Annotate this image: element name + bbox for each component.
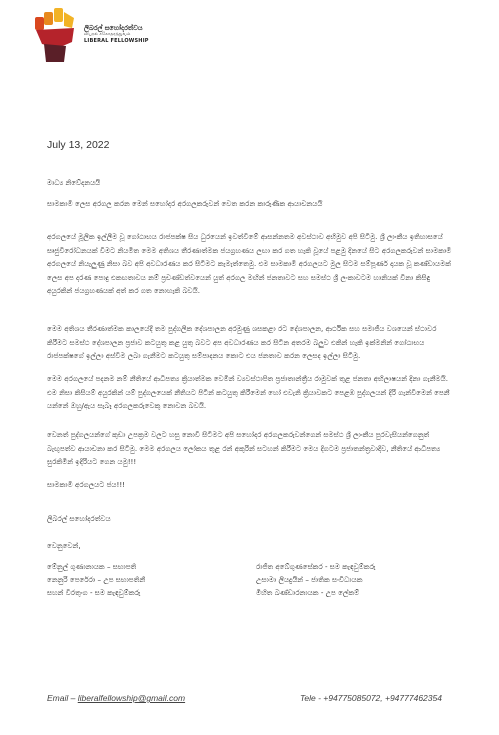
- signatories-right-column: [256, 560, 461, 599]
- signatory: මිහිත බණ්ඩාරනායක - උප ලේකම්: [256, 588, 360, 597]
- signatories-left-column: [47, 560, 247, 599]
- subject-line: සාමකාමී ලෙස අරගල කරන මෙන් සහෝදර අරගලකරුවන් වෙත කරන කාරුණික ආයාචනයයි: [47, 199, 323, 208]
- signatory: නෙනුරි පෙරේරා – උප සභාපතිනී: [47, 575, 146, 584]
- logo: [34, 8, 194, 64]
- salutation: මාධ්‍ය නිවේදනයයි: [47, 178, 101, 187]
- paragraph: වෙනත් පුද්ගලයන්ගේ කුඩා උපක්‍රම වලට හසු නොවී සිටීමට අපි සහෝදර අරගලකරුවන්ගෙන් සමස්ථ ශ්‍රී ලාංකීය පුරවැසියන්ගෙනුත් බැඟුපත්ව ආයාචනා කර සිටිමු. මෙම අරගලය ලෝකය තුළ රන් අකුරින් සටහන් කිරීමට මෙය දිගටම ප්‍රජාතන්ත්‍රවාදීව, නීතියේ ආධිපත්‍ය සුරකිමින් ඉදිරියට ගෙන යමු!!!: [47, 430, 441, 467]
- closing: වෙනුවෙන්,: [47, 541, 81, 550]
- organization-name: ලිබරල් සහෝදරත්වය: [47, 514, 111, 523]
- signatory: සහන් වීරතුංග - සම කැඳවුම්කරු: [47, 588, 141, 597]
- letter-date: July 13, 2022: [47, 139, 110, 151]
- logo-sinhala-name: ලිබරල් සහෝදරත්වය: [84, 24, 143, 32]
- logo-english-name: LIBERAL FELLOWSHIP: [84, 38, 149, 44]
- signatory: මේනුල් ගුණානායක – සභාපති: [47, 562, 137, 571]
- signatory: උසාමා ලියදුයීන් – ජාතික සංවිධායක: [256, 575, 363, 584]
- footer-telephone: Tele - +94775085072, +94777462354: [300, 693, 442, 703]
- email-label: Email –: [47, 693, 78, 703]
- paragraph: මෙම අරගලයේ පදනම නම් නීතියේ ආධිපත්‍ය ක්‍රියාත්මක වෙමින් ව්‍යවස්ථාපිත ප්‍රජාතාන්ත්‍රීය රාමුවක් තුළ ජනතා අභිලාෂයන් දිනා ගැනීමයි. එම නිසා කිසියම් අයුරකින් යම් පුද්ගලයෙක් නීතියට පිටින් කටයුතු කිරීමෙන් හෝ එවැනි ක්‍රියාවකට පෙළඹ පුද්ගලයන් දිරි ගැන්වීමෙන් පෙනී යන්නේ ඔහු/ඇය සැබෑ අරගලකරුවෙකු නොවන බවයි.: [47, 374, 450, 411]
- raised-fist-icon: [34, 8, 78, 62]
- paragraph: මෙම අතිශය තීරණාත්මක කාලයේදී තම පුද්ගලික දේශපාලන අරමුණු ශසකළා රට දේශපාලන, ආර්ථික සහ සමාජීය වශයෙන් ස්ථාවර කිරීමට සමස්ථ දේශපාලන ප්‍රජාව කටයුතු කළ යුතු බවට අප අවධාරණය කර සිටින අතරම බලුව එකින් හැකි ඉක්මනින් ගෝඨාභය රාජපක්ෂගේ ඉල්ලා අස්වීම ලබා ගැනීමට කටයුතු සම්පාදනය කොට එය ජනතාව කරන ලෙසද ඉල්ලා සිටිමු.: [47, 324, 437, 361]
- email-link[interactable]: liberalfellowship@gmail.com: [77, 693, 186, 703]
- signatory: රාජිත අබේගුණසේකර - සම කැඳවුම්කරු: [256, 562, 376, 571]
- paragraph: අරගලයේ මූලික ඉල්ලීම වූ ගෝඨාභය රාජපක්ෂ සිය ධුරයෙන් ඉවත්වීමේ ආසන්නතම අවස්ථාව අභිමුව අපි සිටිමු. ශ්‍රී ලාංකීය ඉතිහාසයේ සෘජුවිරෝධනයක් වීමට නියමිත මෙම අතිශය තීරණාත්මක ජයග්‍රහණය ලඟා කර ගත හැකි වූයේ පළමු දිනයේ සිට අරගලකරුවන් සාමකාමී අරගලයේ නියැලුණු නිසා බව අපි අවධාරණය කර සිටිමට කැමැත්තෙමු. එම සාමකාමී අරගලයට මුල සිටම සම්පූර්ණ දායක වූ කණ්ඩායමක් ලෙස අප දරණ පොදු එකඟතාවය නම් ප්‍රචණ්ඩත්වයෙන් යුත් අරගල මඟින් ජනතාවට සහ සමස්ථ ශ්‍රී ලංකාවටම හානියක් විනා කිසිඳු අයුරකින් ජයග්‍රහණයක් අත් කර ගත නොහැකි බවයි.: [47, 232, 452, 296]
- logo-tamil-name: லிபரல் சகோதரத்துவம்: [84, 32, 131, 37]
- footer-email: [47, 693, 185, 703]
- slogan: සාමකාමී අරගලයට ජය!!!: [47, 480, 126, 489]
